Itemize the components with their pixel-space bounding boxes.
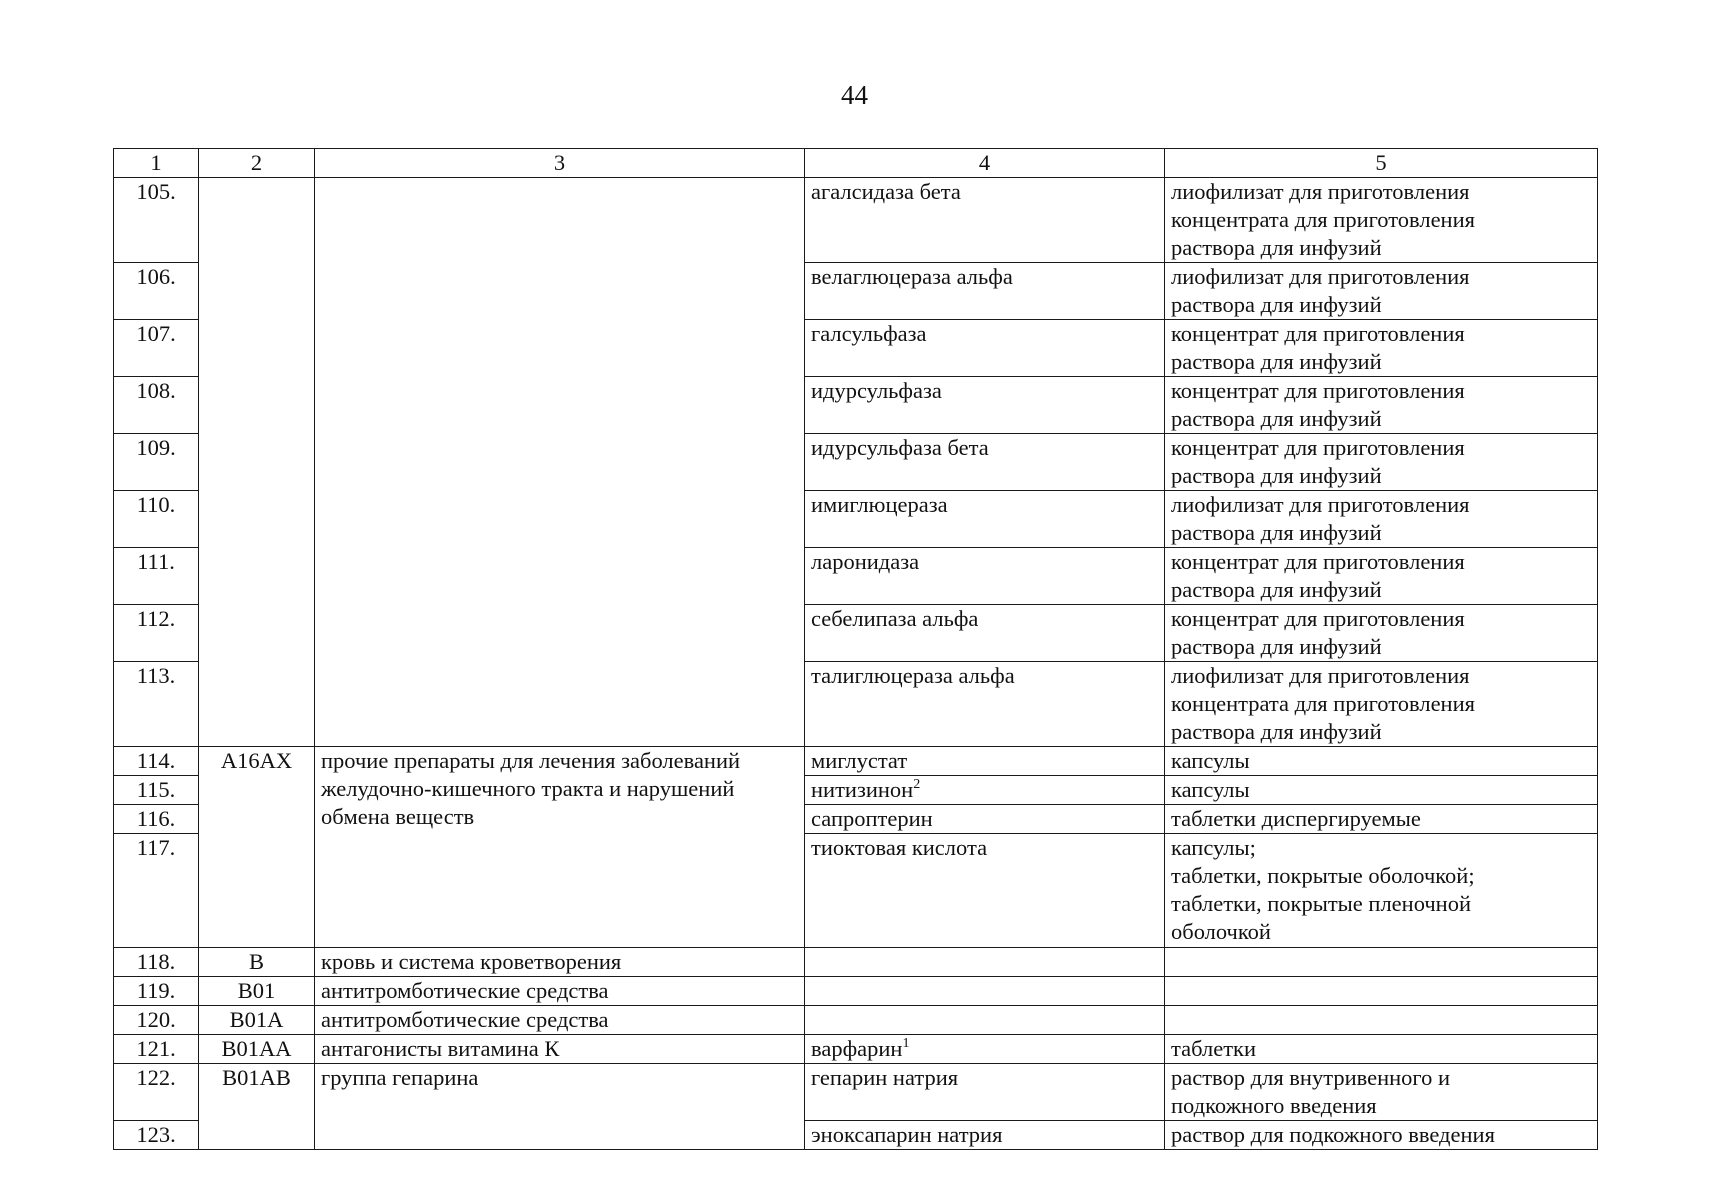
drug-name: нитизинон$^2$ (805, 776, 1165, 805)
table-row (114, 1064, 1598, 1121)
dosage-form: таблетки (1165, 1035, 1598, 1064)
atc-code: B01A (199, 1006, 315, 1035)
atc-code: B01AA (199, 1035, 315, 1064)
row-number: 110. (114, 491, 199, 548)
dosage-form: раствор для внутривенного и подкожного введения (1165, 1064, 1598, 1121)
dosage-form: лиофилизат для приготовления концентрата для приготовления раствора для инфузий (1165, 178, 1598, 263)
group-name-cell (315, 178, 805, 747)
dosage-form (1165, 977, 1598, 1006)
dosage-form: концентрат для приготовления раствора для инфузий (1165, 320, 1598, 377)
row-number: 114. (114, 747, 199, 776)
row-number: 122. (114, 1064, 199, 1121)
dosage-form: таблетки диспергируемые (1165, 805, 1598, 834)
row-number: 120. (114, 1006, 199, 1035)
dosage-form: лиофилизат для приготовления раствора для инфузий (1165, 491, 1598, 548)
row-number: 115. (114, 776, 199, 805)
drug-name (805, 977, 1165, 1006)
row-number: 116. (114, 805, 199, 834)
row-number: 106. (114, 263, 199, 320)
drug-name (805, 1006, 1165, 1035)
drug-name: талиглюцераза альфа (805, 662, 1165, 747)
row-number: 117. (114, 834, 199, 948)
table-row (114, 1006, 1598, 1035)
drug-name: эноксапарин натрия (805, 1121, 1165, 1150)
row-number: 112. (114, 605, 199, 662)
header-col-1: 1 (114, 149, 199, 178)
table-header-row (114, 149, 1598, 178)
group-name: антитромботические средства (315, 977, 805, 1006)
drug-name: варфарин$^1$ (805, 1035, 1165, 1064)
table-row (114, 977, 1598, 1006)
table-row (114, 1035, 1598, 1064)
drug-name: велаглюцераза альфа (805, 263, 1165, 320)
atc-code: A16AX (199, 747, 315, 948)
table-row (114, 747, 1598, 776)
group-name: группа гепарина (315, 1064, 805, 1150)
footnote-marker: 1 (902, 1036, 910, 1051)
group-name: антитромботические средства (315, 1006, 805, 1035)
drug-name: миглустат (805, 747, 1165, 776)
dosage-form: лиофилизат для приготовления раствора для инфузий (1165, 263, 1598, 320)
dosage-form (1165, 1006, 1598, 1035)
drug-name: имиглюцераза (805, 491, 1165, 548)
row-number: 111. (114, 548, 199, 605)
header-col-3: 3 (315, 149, 805, 178)
row-number: 119. (114, 977, 199, 1006)
atc-code: B01 (199, 977, 315, 1006)
row-number: 107. (114, 320, 199, 377)
dosage-form: концентрат для приготовления раствора для инфузий (1165, 605, 1598, 662)
drug-name: агалсидаза бета (805, 178, 1165, 263)
atc-code: B01AB (199, 1064, 315, 1150)
header-col-2: 2 (199, 149, 315, 178)
group-name: кровь и система кроветворения (315, 948, 805, 977)
table-body (114, 178, 1598, 1150)
header-col-5: 5 (1165, 149, 1598, 178)
dosage-form: концентрат для приготовления раствора для инфузий (1165, 548, 1598, 605)
table-row (114, 178, 1598, 263)
group-name: антагонисты витамина К (315, 1035, 805, 1064)
row-number: 118. (114, 948, 199, 977)
row-number: 123. (114, 1121, 199, 1150)
group-name: прочие препараты для лечения заболеваний желудочно-кишечного тракта и нарушений обмена веществ (315, 747, 805, 948)
drug-name: тиоктовая кислота (805, 834, 1165, 948)
row-number: 113. (114, 662, 199, 747)
atc-code: B (199, 948, 315, 977)
drug-name: ларонидаза (805, 548, 1165, 605)
drug-name: идурсульфаза (805, 377, 1165, 434)
drug-name: сапроптерин (805, 805, 1165, 834)
dosage-form: капсулы; таблетки, покрытые оболочкой; таблетки, покрытые пленочной оболочкой (1165, 834, 1598, 948)
row-number: 109. (114, 434, 199, 491)
dosage-form: капсулы (1165, 747, 1598, 776)
drug-name: идурсульфаза бета (805, 434, 1165, 491)
dosage-form: концентрат для приготовления раствора для инфузий (1165, 434, 1598, 491)
row-number: 121. (114, 1035, 199, 1064)
row-number: 108. (114, 377, 199, 434)
drug-name: себелипаза альфа (805, 605, 1165, 662)
footnote-marker: 2 (913, 777, 921, 792)
drug-name: гепарин натрия (805, 1064, 1165, 1121)
row-number: 105. (114, 178, 199, 263)
table-header (114, 149, 1598, 178)
dosage-form (1165, 948, 1598, 977)
drug-list-table (113, 148, 1598, 1150)
header-col-4: 4 (805, 149, 1165, 178)
dosage-form: раствор для подкожного введения (1165, 1121, 1598, 1150)
dosage-form: капсулы (1165, 776, 1598, 805)
table-row (114, 948, 1598, 977)
page-number: 44 (841, 80, 868, 110)
drug-name: галсульфаза (805, 320, 1165, 377)
drug-name (805, 948, 1165, 977)
code-cell (199, 178, 315, 747)
dosage-form: концентрат для приготовления раствора для инфузий (1165, 377, 1598, 434)
dosage-form: лиофилизат для приготовления концентрата для приготовления раствора для инфузий (1165, 662, 1598, 747)
